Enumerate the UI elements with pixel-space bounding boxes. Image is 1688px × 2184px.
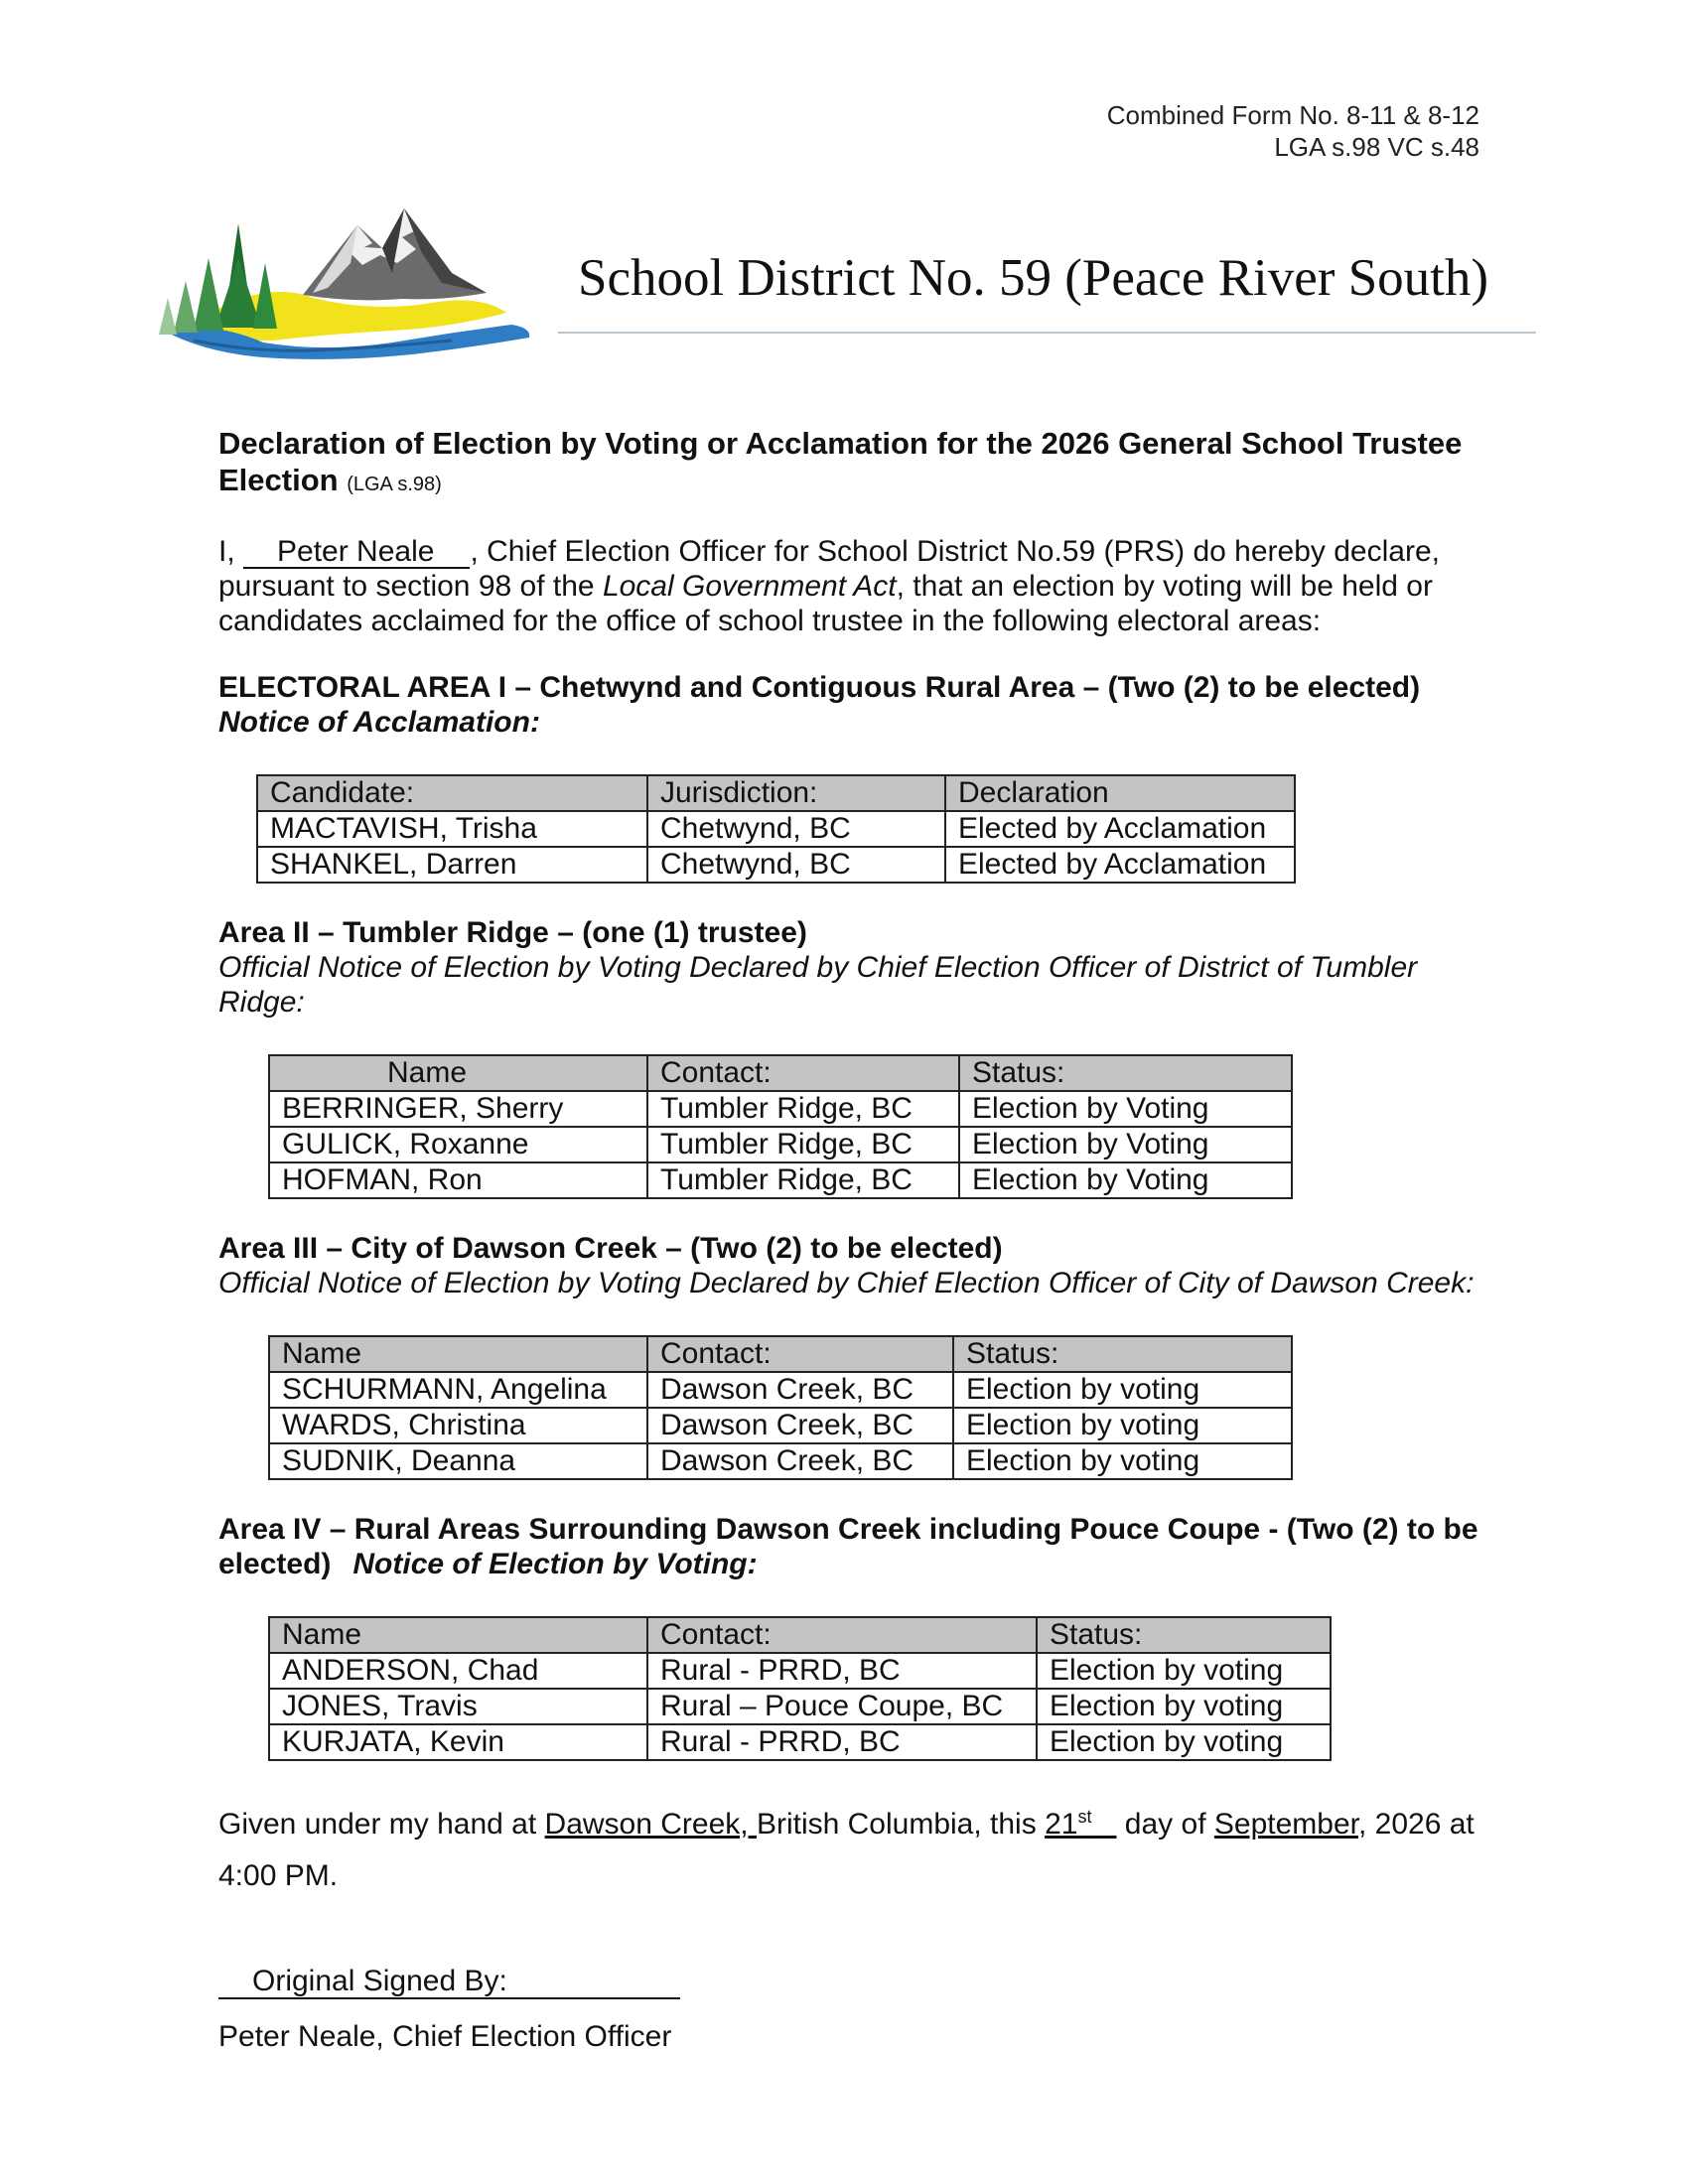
officer-name-field: Peter Neale	[243, 537, 470, 569]
form-number: Combined Form No. 8-11 & 8-12	[1106, 100, 1479, 130]
column-header: Contact:	[647, 1055, 959, 1091]
column-header: Candidate:	[257, 775, 647, 811]
candidate-status: Election by Voting	[959, 1127, 1292, 1162]
form-number-block	[1107, 99, 1479, 163]
document-body	[218, 425, 1509, 2054]
candidate-contact: Rural - PRRD, BC	[647, 1653, 1037, 1689]
heading-main: Declaration of Election by Voting or Acclamation for the 2026 General School Trustee Election	[218, 426, 1463, 497]
table-row	[269, 1689, 1331, 1724]
candidate-contact: Tumbler Ridge, BC	[647, 1162, 959, 1198]
table-row	[269, 1724, 1331, 1760]
area-4-notice: Notice of Election by Voting:	[352, 1548, 758, 1580]
table-row	[269, 1443, 1292, 1479]
given-day-number: 21	[1045, 1808, 1078, 1841]
table-row	[269, 1653, 1331, 1689]
given-month: September	[1213, 1808, 1358, 1841]
candidate-jurisdiction: Chetwynd, BC	[647, 847, 945, 883]
area-4-heading	[218, 1512, 1509, 1581]
column-header: Jurisdiction:	[647, 775, 945, 811]
candidate-declaration: Elected by Acclamation	[945, 847, 1295, 883]
candidate-name: SCHURMANN, Angelina	[269, 1372, 647, 1408]
candidate-name: BERRINGER, Sherry	[269, 1091, 647, 1127]
column-header: Status:	[959, 1055, 1292, 1091]
candidate-name: WARDS, Christina	[269, 1408, 647, 1443]
candidate-name: JONES, Travis	[269, 1689, 647, 1724]
column-header: Name	[269, 1336, 647, 1372]
table-header-row	[269, 1055, 1292, 1091]
area-1-table	[256, 774, 1296, 884]
heading-reference: (LGA s.98)	[347, 474, 442, 495]
given-place: Dawson Creek,	[544, 1808, 757, 1841]
candidate-status: Election by voting	[953, 1408, 1292, 1443]
column-header: Contact:	[647, 1336, 953, 1372]
candidate-contact: Dawson Creek, BC	[647, 1443, 953, 1479]
area-2-table	[268, 1054, 1293, 1199]
given-statement	[218, 1791, 1509, 1902]
area-4-title: Area IV – Rural Areas Surrounding Dawson Creek including Pouce Coupe - (Two (2) to be elected)	[218, 1513, 1478, 1580]
candidate-contact: Tumbler Ridge, BC	[647, 1091, 959, 1127]
column-header: Status:	[1037, 1617, 1331, 1653]
candidate-declaration: Elected by Acclamation	[945, 811, 1295, 847]
district-title: School District No. 59 (Peace River South)	[578, 249, 1489, 307]
given-text-4: , 2026 at 4:00 PM.	[218, 1808, 1475, 1892]
district-logo	[154, 204, 551, 362]
column-header: Contact:	[647, 1617, 1037, 1653]
candidate-status: Election by voting	[1037, 1689, 1331, 1724]
signer-name: Peter Neale, Chief Election Officer	[218, 2020, 672, 2053]
table-header-row	[269, 1336, 1292, 1372]
area-1-title: ELECTORAL AREA I – Chetwynd and Contiguous Rural Area – (Two (2) to be elected)	[218, 671, 1421, 704]
candidate-name: SUDNIK, Deanna	[269, 1443, 647, 1479]
area-3-heading	[218, 1231, 1509, 1266]
area-2-title: Area II – Tumbler Ridge – (one (1) trustee)	[218, 916, 807, 949]
candidate-contact: Dawson Creek, BC	[647, 1372, 953, 1408]
candidate-contact: Rural - PRRD, BC	[647, 1724, 1037, 1760]
candidate-contact: Tumbler Ridge, BC	[647, 1127, 959, 1162]
intro-text-2: , that an election by voting will be held or candidates acclaimed for the office of school trustee in the following electoral areas:	[218, 570, 1433, 637]
intro-prefix: I,	[218, 535, 235, 568]
area-2-notice: Official Notice of Election by Voting Declared by Chief Election Officer of District of Tumbler Ridge:	[218, 951, 1418, 1019]
candidate-name: HOFMAN, Ron	[269, 1162, 647, 1198]
area-3-table	[268, 1335, 1293, 1480]
table-row	[269, 1372, 1292, 1408]
candidate-status: Election by voting	[1037, 1724, 1331, 1760]
candidate-name: SHANKEL, Darren	[257, 847, 647, 883]
candidate-status: Election by voting	[1037, 1653, 1331, 1689]
area-1-heading	[218, 670, 1509, 740]
candidate-name: GULICK, Roxanne	[269, 1127, 647, 1162]
column-header: Name	[269, 1617, 647, 1653]
candidate-contact: Rural – Pouce Coupe, BC	[647, 1689, 1037, 1724]
form-authority: LGA s.98 VC s.48	[1274, 132, 1479, 162]
table-row	[269, 1408, 1292, 1443]
area-4-table	[268, 1616, 1332, 1761]
title-divider	[558, 332, 1536, 334]
signed-by-line: Original Signed By:	[218, 1966, 680, 1999]
area-2-heading	[218, 915, 1509, 950]
area-3-title: Area III – City of Dawson Creek – (Two (2) to be elected)	[218, 1232, 1003, 1265]
candidate-name: ANDERSON, Chad	[269, 1653, 647, 1689]
candidate-jurisdiction: Chetwynd, BC	[647, 811, 945, 847]
table-header-row	[269, 1617, 1331, 1653]
candidate-status: Election by voting	[953, 1372, 1292, 1408]
intro-paragraph	[218, 534, 1509, 638]
act-name: Local Government Act	[602, 570, 897, 603]
area-3-notice: Official Notice of Election by Voting Declared by Chief Election Officer of City of Dawson Creek:	[218, 1267, 1475, 1299]
column-header: Status:	[953, 1336, 1292, 1372]
given-text-2: British Columbia, this	[756, 1808, 1046, 1841]
intro-text-1: , Chief Election Officer for School District No.59 (PRS) do hereby declare, pursuant to section 98 of the	[218, 535, 1440, 603]
given-day	[1045, 1808, 1116, 1841]
table-row	[269, 1127, 1292, 1162]
signature-block	[218, 1964, 1509, 2054]
candidate-name: KURJATA, Kevin	[269, 1724, 647, 1760]
candidate-contact: Dawson Creek, BC	[647, 1408, 953, 1443]
area-1-notice: Notice of Acclamation:	[218, 706, 540, 739]
given-day-suffix: st	[1077, 1807, 1092, 1827]
column-header: Declaration	[945, 775, 1295, 811]
candidate-name: MACTAVISH, Trisha	[257, 811, 647, 847]
table-row	[257, 811, 1295, 847]
table-row	[257, 847, 1295, 883]
candidate-status: Election by voting	[953, 1443, 1292, 1479]
given-text-1: Given under my hand at	[218, 1808, 545, 1841]
column-header: Name	[269, 1055, 647, 1091]
document-heading	[218, 425, 1509, 503]
given-text-3: day of	[1116, 1808, 1214, 1841]
candidate-status: Election by Voting	[959, 1091, 1292, 1127]
table-header-row	[257, 775, 1295, 811]
table-row	[269, 1162, 1292, 1198]
table-row	[269, 1091, 1292, 1127]
candidate-status: Election by Voting	[959, 1162, 1292, 1198]
